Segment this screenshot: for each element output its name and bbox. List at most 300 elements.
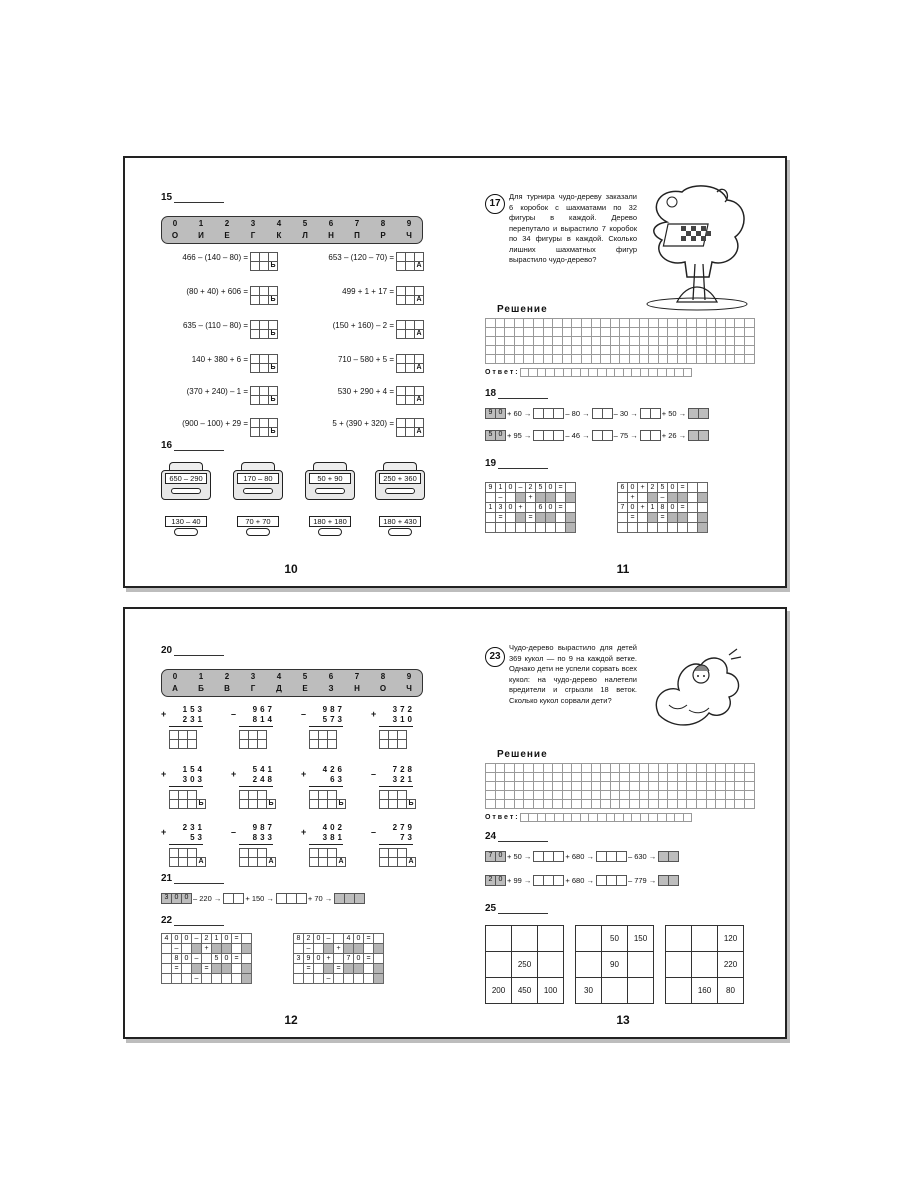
- grid-cell[interactable]: [668, 791, 678, 800]
- grid-cell[interactable]: [581, 782, 591, 791]
- grid-cell[interactable]: [629, 346, 639, 355]
- answer-boxes[interactable]: [169, 730, 196, 749]
- grid-cell[interactable]: [591, 764, 601, 773]
- crossword-cell[interactable]: [698, 493, 708, 503]
- crossword-cell[interactable]: [242, 934, 252, 944]
- crossword-cell[interactable]: 7: [344, 954, 354, 964]
- grid-cell[interactable]: [533, 319, 543, 328]
- grid-cell[interactable]: [533, 346, 543, 355]
- grid-cell[interactable]: [505, 319, 515, 328]
- grid-cell[interactable]: [639, 782, 649, 791]
- grid-cell[interactable]: [629, 319, 639, 328]
- grid-cell[interactable]: [572, 319, 582, 328]
- grid-cell[interactable]: [639, 328, 649, 337]
- grid-cell[interactable]: [486, 346, 496, 355]
- crossword-cell[interactable]: [678, 513, 688, 523]
- crossword-cell[interactable]: [182, 974, 192, 984]
- crossword-cell[interactable]: [506, 523, 516, 533]
- grid-cell[interactable]: [697, 346, 707, 355]
- grid-cell[interactable]: [543, 319, 553, 328]
- grid-cell[interactable]: [572, 791, 582, 800]
- crossword-cell[interactable]: [364, 964, 374, 974]
- grid-cell[interactable]: [697, 355, 707, 364]
- grid-cell[interactable]: [677, 337, 687, 346]
- grid-cell[interactable]: [716, 346, 726, 355]
- grid-cell[interactable]: [553, 355, 563, 364]
- crossword-cell[interactable]: =: [232, 934, 242, 944]
- grid-cell[interactable]: [562, 773, 572, 782]
- crossword-cell[interactable]: [182, 964, 192, 974]
- grid-cell[interactable]: [514, 337, 524, 346]
- answer-boxes[interactable]: [250, 418, 277, 437]
- grid-cell[interactable]: [629, 337, 639, 346]
- answer-cell[interactable]: [683, 813, 693, 822]
- crossword-cell[interactable]: 7: [618, 503, 628, 513]
- crossword-cell[interactable]: [698, 483, 708, 493]
- magic-square-cell[interactable]: 150: [628, 926, 654, 952]
- grid-cell[interactable]: [601, 355, 611, 364]
- magic-square-cell[interactable]: [486, 926, 512, 952]
- answer-boxes[interactable]: [379, 730, 406, 749]
- grid-cell[interactable]: [620, 791, 630, 800]
- grid-cell[interactable]: [601, 319, 611, 328]
- grid-cell[interactable]: [591, 319, 601, 328]
- crossword-cell[interactable]: =: [364, 954, 374, 964]
- grid-cell[interactable]: [581, 346, 591, 355]
- grid-cell[interactable]: [649, 773, 659, 782]
- grid-cell[interactable]: [486, 337, 496, 346]
- crossword-cell[interactable]: [496, 523, 506, 533]
- crossword-cell[interactable]: [486, 493, 496, 503]
- grid-cell[interactable]: [687, 319, 697, 328]
- grid-cell[interactable]: [620, 773, 630, 782]
- grid-cell[interactable]: [620, 319, 630, 328]
- grid-cell[interactable]: [706, 800, 716, 809]
- crossword-cell[interactable]: [162, 954, 172, 964]
- grid-cell[interactable]: [572, 328, 582, 337]
- crossword-cell[interactable]: 4: [344, 934, 354, 944]
- grid-cell[interactable]: [677, 319, 687, 328]
- crossword-cell[interactable]: [668, 513, 678, 523]
- chain-result[interactable]: [533, 408, 563, 419]
- chain-result[interactable]: [688, 430, 708, 441]
- crossword-19-a[interactable]: [485, 482, 576, 533]
- grid-cell[interactable]: [495, 355, 505, 364]
- crossword-cell[interactable]: [212, 944, 222, 954]
- grid-cell[interactable]: [658, 328, 668, 337]
- crossword-cell[interactable]: 0: [506, 503, 516, 513]
- crossword-cell[interactable]: 0: [354, 954, 364, 964]
- crossword-cell[interactable]: =: [304, 964, 314, 974]
- grid-cell[interactable]: [649, 791, 659, 800]
- crossword-cell[interactable]: 0: [222, 934, 232, 944]
- grid-cell[interactable]: [486, 328, 496, 337]
- grid-cell[interactable]: [553, 319, 563, 328]
- crossword-cell[interactable]: 8: [172, 954, 182, 964]
- crossword-cell[interactable]: =: [556, 503, 566, 513]
- grid-cell[interactable]: [687, 764, 697, 773]
- grid-cell[interactable]: [725, 346, 735, 355]
- crossword-cell[interactable]: [374, 944, 384, 954]
- crossword-cell[interactable]: [536, 513, 546, 523]
- grid-cell[interactable]: [610, 764, 620, 773]
- grid-cell[interactable]: [610, 782, 620, 791]
- grid-cell[interactable]: [610, 355, 620, 364]
- crossword-cell[interactable]: [688, 493, 698, 503]
- grid-cell[interactable]: [658, 355, 668, 364]
- grid-cell[interactable]: [524, 773, 534, 782]
- grid-cell[interactable]: [601, 346, 611, 355]
- grid-cell[interactable]: [553, 337, 563, 346]
- crossword-cell[interactable]: 9: [486, 483, 496, 493]
- magic-square[interactable]: [665, 925, 744, 1004]
- grid-cell[interactable]: [553, 773, 563, 782]
- crossword-cell[interactable]: [506, 513, 516, 523]
- crossword-cell[interactable]: [374, 974, 384, 984]
- grid-cell[interactable]: [581, 319, 591, 328]
- grid-cell[interactable]: [668, 782, 678, 791]
- crossword-22-a[interactable]: [161, 933, 252, 984]
- grid-cell[interactable]: [486, 355, 496, 364]
- magic-square[interactable]: [485, 925, 564, 1004]
- result-cell[interactable]: [668, 875, 679, 886]
- answer-boxes[interactable]: [379, 790, 415, 809]
- grid-cell[interactable]: [524, 782, 534, 791]
- crossword-cell[interactable]: [334, 934, 344, 944]
- crossword-cell[interactable]: 1: [486, 503, 496, 513]
- crossword-cell[interactable]: [688, 523, 698, 533]
- grid-cell[interactable]: [601, 782, 611, 791]
- grid-cell[interactable]: [745, 791, 755, 800]
- grid-cell[interactable]: [581, 328, 591, 337]
- grid-cell[interactable]: [581, 773, 591, 782]
- grid-cell[interactable]: [706, 773, 716, 782]
- crossword-cell[interactable]: [678, 493, 688, 503]
- grid-cell[interactable]: [543, 328, 553, 337]
- grid-cell[interactable]: [620, 328, 630, 337]
- grid-cell[interactable]: [697, 319, 707, 328]
- grid-cell[interactable]: [581, 355, 591, 364]
- grid-cell[interactable]: [620, 800, 630, 809]
- crossword-cell[interactable]: =: [678, 483, 688, 493]
- grid-cell[interactable]: [591, 800, 601, 809]
- answer-cell[interactable]: [683, 368, 693, 377]
- grid-cell[interactable]: [639, 337, 649, 346]
- grid-cell[interactable]: [533, 782, 543, 791]
- crossword-cell[interactable]: [182, 944, 192, 954]
- magic-square-cell[interactable]: [538, 952, 564, 978]
- answer-boxes[interactable]: [169, 848, 205, 867]
- crossword-cell[interactable]: 1: [648, 503, 658, 513]
- answer-boxes[interactable]: [239, 730, 266, 749]
- grid-cell[interactable]: [706, 764, 716, 773]
- chain-result[interactable]: [533, 851, 563, 862]
- result-cell[interactable]: [650, 408, 661, 419]
- crossword-cell[interactable]: =: [364, 934, 374, 944]
- grid-cell[interactable]: [505, 800, 515, 809]
- grid-cell[interactable]: [591, 355, 601, 364]
- crossword-cell[interactable]: [294, 964, 304, 974]
- crossword-cell[interactable]: 0: [354, 934, 364, 944]
- crossword-cell[interactable]: 0: [182, 934, 192, 944]
- crossword-cell[interactable]: [526, 523, 536, 533]
- result-cell[interactable]: [650, 430, 661, 441]
- grid-cell[interactable]: [735, 782, 745, 791]
- crossword-cell[interactable]: 8: [294, 934, 304, 944]
- solution-grid-23[interactable]: [485, 763, 755, 809]
- grid-cell[interactable]: [697, 800, 707, 809]
- result-cell[interactable]: [296, 893, 307, 904]
- crossword-cell[interactable]: [688, 483, 698, 493]
- grid-cell[interactable]: [735, 791, 745, 800]
- grid-cell[interactable]: [553, 800, 563, 809]
- grid-cell[interactable]: [514, 782, 524, 791]
- grid-cell[interactable]: [601, 791, 611, 800]
- grid-cell[interactable]: [725, 328, 735, 337]
- crossword-cell[interactable]: [354, 964, 364, 974]
- grid-cell[interactable]: [514, 773, 524, 782]
- crossword-cell[interactable]: [294, 944, 304, 954]
- chain-result[interactable]: [592, 430, 612, 441]
- crossword-cell[interactable]: –: [192, 974, 202, 984]
- grid-cell[interactable]: [735, 773, 745, 782]
- grid-cell[interactable]: [639, 791, 649, 800]
- crossword-cell[interactable]: [314, 974, 324, 984]
- grid-cell[interactable]: [745, 800, 755, 809]
- crossword-cell[interactable]: 5: [536, 483, 546, 493]
- answer-boxes[interactable]: [396, 320, 423, 339]
- grid-cell[interactable]: [514, 346, 524, 355]
- crossword-cell[interactable]: 5: [212, 954, 222, 964]
- crossword-cell[interactable]: [354, 974, 364, 984]
- grid-cell[interactable]: [677, 791, 687, 800]
- grid-cell[interactable]: [553, 328, 563, 337]
- crossword-cell[interactable]: [324, 944, 334, 954]
- crossword-cell[interactable]: [172, 974, 182, 984]
- grid-cell[interactable]: [581, 791, 591, 800]
- grid-cell[interactable]: [706, 328, 716, 337]
- grid-cell[interactable]: [514, 319, 524, 328]
- result-cell[interactable]: [616, 875, 627, 886]
- grid-cell[interactable]: [716, 764, 726, 773]
- crossword-cell[interactable]: [232, 964, 242, 974]
- crossword-cell[interactable]: +: [638, 503, 648, 513]
- grid-cell[interactable]: [668, 800, 678, 809]
- grid-cell[interactable]: [629, 764, 639, 773]
- grid-cell[interactable]: [486, 773, 496, 782]
- grid-cell[interactable]: [543, 800, 553, 809]
- crossword-cell[interactable]: [212, 964, 222, 974]
- grid-cell[interactable]: [543, 791, 553, 800]
- chain-result[interactable]: [533, 875, 563, 886]
- chain-result[interactable]: [334, 893, 364, 904]
- result-cell[interactable]: [668, 851, 679, 862]
- chain-result[interactable]: [533, 430, 563, 441]
- magic-square-cell[interactable]: 250: [512, 952, 538, 978]
- grid-cell[interactable]: [524, 791, 534, 800]
- magic-square-cell[interactable]: [666, 978, 692, 1004]
- crossword-cell[interactable]: =: [678, 503, 688, 513]
- grid-cell[interactable]: [668, 764, 678, 773]
- crossword-cell[interactable]: [668, 493, 678, 503]
- crossword-cell[interactable]: [212, 974, 222, 984]
- grid-cell[interactable]: [745, 782, 755, 791]
- result-cell[interactable]: [553, 408, 564, 419]
- grid-cell[interactable]: [687, 800, 697, 809]
- crossword-cell[interactable]: [618, 513, 628, 523]
- crossword-cell[interactable]: 2: [304, 934, 314, 944]
- grid-cell[interactable]: [639, 800, 649, 809]
- grid-cell[interactable]: [543, 773, 553, 782]
- grid-cell[interactable]: [572, 355, 582, 364]
- grid-cell[interactable]: [725, 773, 735, 782]
- answer-boxes[interactable]: [396, 286, 423, 305]
- magic-square-cell[interactable]: [486, 952, 512, 978]
- crossword-cell[interactable]: 2: [526, 483, 536, 493]
- crossword-cell[interactable]: [354, 944, 364, 954]
- crossword-cell[interactable]: [556, 523, 566, 533]
- result-cell[interactable]: [602, 408, 613, 419]
- magic-square-cell[interactable]: 80: [718, 978, 744, 1004]
- grid-cell[interactable]: [562, 346, 572, 355]
- grid-cell[interactable]: [658, 782, 668, 791]
- crossword-cell[interactable]: [698, 523, 708, 533]
- answer-boxes[interactable]: [239, 848, 275, 867]
- grid-cell[interactable]: [505, 773, 515, 782]
- grid-cell[interactable]: [562, 355, 572, 364]
- grid-cell[interactable]: [505, 328, 515, 337]
- grid-cell[interactable]: [495, 782, 505, 791]
- crossword-cell[interactable]: +: [324, 954, 334, 964]
- grid-cell[interactable]: [629, 782, 639, 791]
- grid-cell[interactable]: [697, 328, 707, 337]
- crossword-cell[interactable]: [344, 974, 354, 984]
- grid-cell[interactable]: [697, 773, 707, 782]
- grid-cell[interactable]: [533, 791, 543, 800]
- chain-result[interactable]: [596, 875, 626, 886]
- grid-cell[interactable]: [514, 764, 524, 773]
- grid-cell[interactable]: [687, 337, 697, 346]
- crossword-cell[interactable]: [222, 974, 232, 984]
- magic-square-cell[interactable]: 50: [602, 926, 628, 952]
- answer-row-17[interactable]: [485, 368, 691, 377]
- crossword-cell[interactable]: [486, 513, 496, 523]
- grid-cell[interactable]: [745, 773, 755, 782]
- grid-cell[interactable]: [505, 791, 515, 800]
- grid-cell[interactable]: [591, 773, 601, 782]
- grid-cell[interactable]: [610, 346, 620, 355]
- crossword-cell[interactable]: [658, 523, 668, 533]
- grid-cell[interactable]: [524, 319, 534, 328]
- crossword-cell[interactable]: [536, 493, 546, 503]
- crossword-cell[interactable]: [242, 954, 252, 964]
- grid-cell[interactable]: [581, 337, 591, 346]
- answer-boxes[interactable]: [250, 354, 277, 373]
- crossword-cell[interactable]: +: [628, 493, 638, 503]
- crossword-cell[interactable]: 0: [222, 954, 232, 964]
- crossword-cell[interactable]: +: [638, 483, 648, 493]
- grid-cell[interactable]: [581, 764, 591, 773]
- grid-cell[interactable]: [658, 764, 668, 773]
- grid-cell[interactable]: [610, 328, 620, 337]
- crossword-cell[interactable]: [628, 523, 638, 533]
- result-cell[interactable]: [616, 851, 627, 862]
- crossword-cell[interactable]: 0: [314, 934, 324, 944]
- grid-cell[interactable]: [514, 328, 524, 337]
- crossword-cell[interactable]: [566, 523, 576, 533]
- crossword-cell[interactable]: [162, 964, 172, 974]
- magic-square-cell[interactable]: [628, 952, 654, 978]
- crossword-cell[interactable]: 0: [668, 503, 678, 513]
- answer-boxes[interactable]: [250, 286, 277, 305]
- answer-boxes[interactable]: [396, 354, 423, 373]
- chain-result[interactable]: [592, 408, 612, 419]
- magic-square-cell[interactable]: [602, 978, 628, 1004]
- grid-cell[interactable]: [572, 773, 582, 782]
- grid-cell[interactable]: [591, 328, 601, 337]
- magic-square-cell[interactable]: [576, 926, 602, 952]
- grid-cell[interactable]: [543, 782, 553, 791]
- crossword-cell[interactable]: [242, 944, 252, 954]
- chain-result[interactable]: [658, 851, 678, 862]
- grid-cell[interactable]: [533, 800, 543, 809]
- grid-cell[interactable]: [581, 800, 591, 809]
- grid-cell[interactable]: [591, 346, 601, 355]
- magic-square-cell[interactable]: [576, 952, 602, 978]
- crossword-cell[interactable]: 6: [618, 483, 628, 493]
- crossword-cell[interactable]: =: [658, 513, 668, 523]
- grid-cell[interactable]: [514, 800, 524, 809]
- crossword-cell[interactable]: –: [658, 493, 668, 503]
- grid-cell[interactable]: [745, 328, 755, 337]
- grid-cell[interactable]: [495, 346, 505, 355]
- crossword-cell[interactable]: 0: [668, 483, 678, 493]
- grid-cell[interactable]: [533, 764, 543, 773]
- crossword-cell[interactable]: [192, 964, 202, 974]
- grid-cell[interactable]: [687, 791, 697, 800]
- crossword-cell[interactable]: 0: [506, 483, 516, 493]
- magic-square-cell[interactable]: [692, 952, 718, 978]
- magic-square-cell[interactable]: [538, 926, 564, 952]
- grid-cell[interactable]: [629, 791, 639, 800]
- grid-cell[interactable]: [735, 346, 745, 355]
- grid-cell[interactable]: [524, 328, 534, 337]
- grid-cell[interactable]: [677, 355, 687, 364]
- crossword-cell[interactable]: –: [304, 944, 314, 954]
- grid-cell[interactable]: [505, 764, 515, 773]
- crossword-cell[interactable]: [314, 944, 324, 954]
- answer-row-23[interactable]: [485, 813, 691, 822]
- grid-cell[interactable]: [658, 800, 668, 809]
- grid-cell[interactable]: [610, 319, 620, 328]
- chain-result[interactable]: [640, 408, 660, 419]
- crossword-cell[interactable]: [566, 483, 576, 493]
- grid-cell[interactable]: [649, 782, 659, 791]
- grid-cell[interactable]: [639, 346, 649, 355]
- crossword-cell[interactable]: –: [516, 483, 526, 493]
- grid-cell[interactable]: [505, 355, 515, 364]
- grid-cell[interactable]: [601, 773, 611, 782]
- crossword-cell[interactable]: [334, 954, 344, 964]
- grid-cell[interactable]: [716, 791, 726, 800]
- grid-cell[interactable]: [668, 328, 678, 337]
- grid-cell[interactable]: [610, 773, 620, 782]
- crossword-cell[interactable]: [566, 493, 576, 503]
- digit-cell[interactable]: [187, 739, 197, 749]
- crossword-cell[interactable]: [232, 974, 242, 984]
- answer-boxes[interactable]: [250, 386, 277, 405]
- grid-cell[interactable]: [658, 791, 668, 800]
